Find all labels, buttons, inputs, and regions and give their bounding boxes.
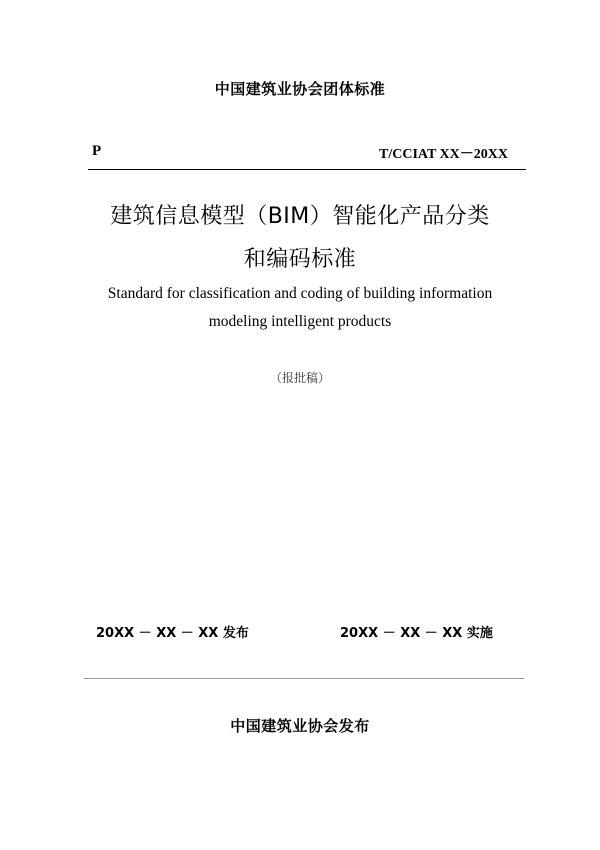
issue-date: 20XX － XX － XX 发布 bbox=[96, 626, 249, 641]
title-zh-line-2: 和编码标准 bbox=[243, 247, 357, 272]
title-en-line-2: modeling intelligent products bbox=[208, 313, 392, 330]
effective-date: 20XX － XX － XX 实施 bbox=[340, 626, 493, 641]
footer-divider bbox=[84, 678, 524, 679]
classification-code: P bbox=[92, 143, 102, 159]
standard-number: T/CCIAT XX－20XX bbox=[379, 147, 508, 162]
org-standard-header: 中国建筑业协会团体标准 bbox=[214, 80, 386, 98]
header-divider bbox=[88, 169, 526, 170]
publisher: 中国建筑业协会发布 bbox=[230, 717, 370, 735]
draft-status: （报批稿） bbox=[269, 371, 330, 385]
title-zh-line-1: 建筑信息模型（BIM）智能化产品分类 bbox=[110, 204, 490, 229]
title-en-line-1: Standard for classification and coding of building information bbox=[107, 285, 493, 302]
